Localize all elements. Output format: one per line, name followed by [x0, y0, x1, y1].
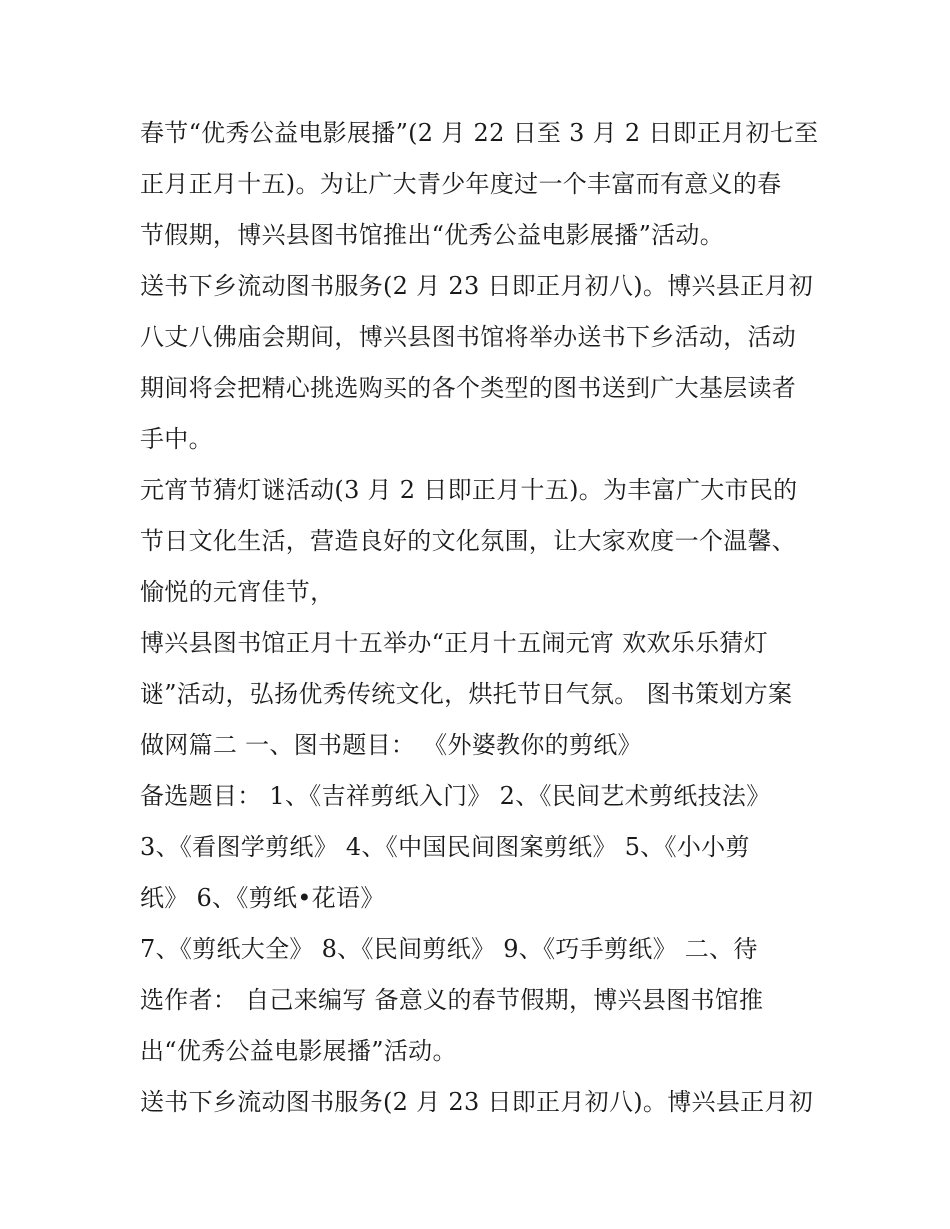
- text-line-1: 春节“优秀公益电影展播”(2 月 22 日至 3 月 2 日即正月初七至: [140, 119, 819, 147]
- text-line-4: 送书下乡流动图书服务(2 月 23 日即正月初八)。博兴县正月初: [140, 272, 814, 300]
- text-line-12: 谜”活动，弘扬优秀传统文化，烘托节日气氛。 图书策划方案: [140, 680, 793, 708]
- text-line-10: 愉悦的元宵佳节，: [140, 578, 335, 606]
- body-text: [140, 108, 820, 1128]
- text-line-8: 元宵节猜灯谜活动(3 月 2 日即正月十五)。为丰富广大市民的: [140, 476, 798, 504]
- text-line-17: 7、《剪纸大全》 8、《民间剪纸》 9、《巧手剪纸》 二、待: [140, 935, 758, 963]
- text-line-20: 送书下乡流动图书服务(2 月 23 日即正月初八)。博兴县正月初: [140, 1088, 814, 1116]
- text-line-15: 3、《看图学剪纸》 4、《中国民间图案剪纸》 5、《小小剪: [140, 833, 750, 861]
- text-line-14: 备选题目： 1、《吉祥剪纸入门》 2、《民间艺术剪纸技法》: [140, 782, 771, 810]
- text-line-2: 正月正月十五)。为让广大青少年度过一个丰富而有意义的春: [140, 170, 782, 198]
- text-line-11: 博兴县图书馆正月十五举办“正月十五闹元宵 欢欢乐乐猜灯: [140, 629, 768, 657]
- text-line-13: 做网篇二 一、图书题目： 《外婆教你的剪纸》: [140, 731, 642, 759]
- text-line-19: 出“优秀公益电影展播”活动。: [140, 1037, 457, 1065]
- text-line-16: 纸》 6、《剪纸•花语》: [140, 884, 385, 912]
- text-line-9: 节日文化生活，营造良好的文化氛围，让大家欢度一个温馨、: [140, 527, 797, 555]
- text-line-3: 节假期，博兴县图书馆推出“优秀公益电影展播”活动。: [140, 221, 725, 249]
- text-line-5: 八丈八佛庙会期间，博兴县图书馆将举办送书下乡活动，活动: [140, 323, 797, 351]
- text-line-6: 期间将会把精心挑选购买的各个类型的图书送到广大基层读者: [140, 374, 797, 402]
- text-line-18: 选作者： 自己来编写 备意义的春节假期，博兴县图书馆推: [140, 986, 764, 1014]
- text-line-7: 手中。: [140, 425, 213, 453]
